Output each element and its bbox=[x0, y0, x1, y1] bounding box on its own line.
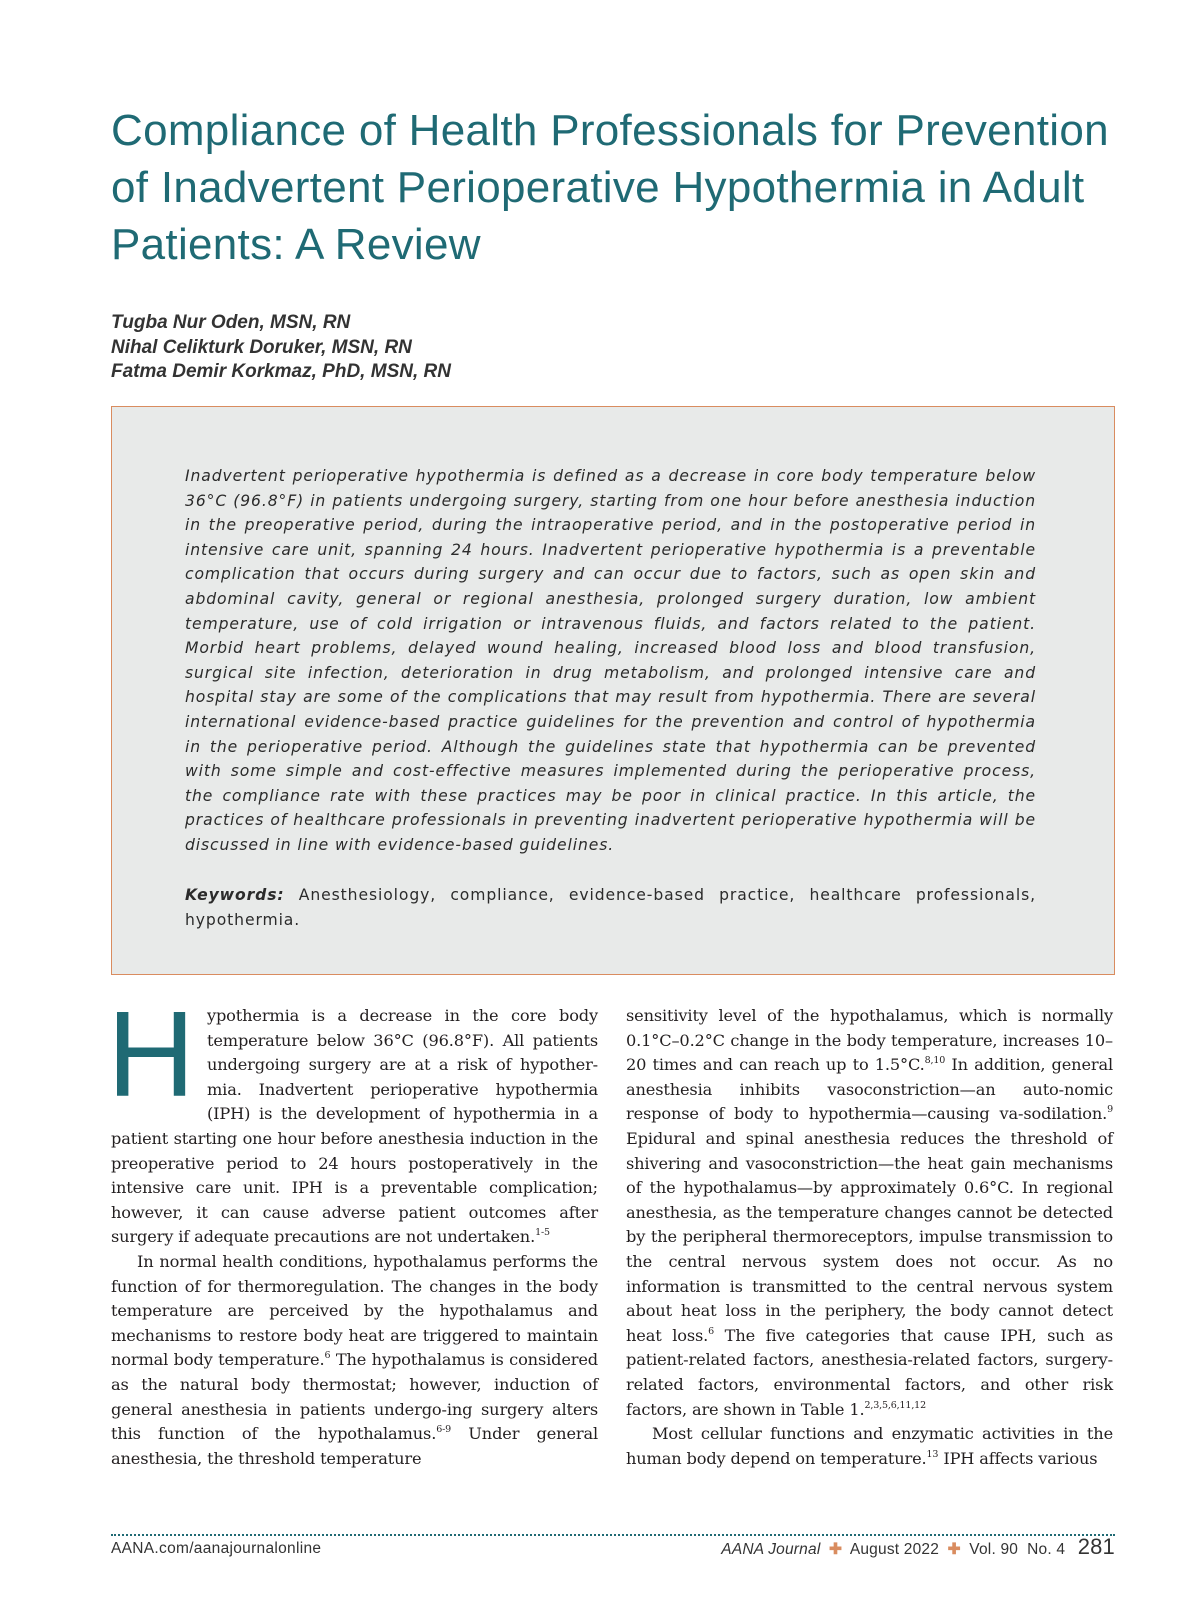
body-paragraph: Hypothermia is a decrease in the core body temperature below 36°C (96.8°F). All patients undergoing surgery are at a risk of hypother-mia. Inadvertent perioperative hypothermia (IPH) is the development of hypothermia in a patient starting one hour before anesthesia induction in the preoperative period to 24 hours postoperatively in the intensive care unit. IPH is a preventable complication; however, it can cause adverse patient outcomes after surgery if adequate precautions are not undertaken.$^{1-5}$ bbox=[107, 986, 598, 1247]
keywords-list: Anesthesiology, compliance, evidence-based practice, healthcare professionals, hypothermia. bbox=[185, 886, 1036, 929]
body-column-left bbox=[107, 986, 599, 1471]
citation-ref: 2,3,5,6,11,12 bbox=[864, 1399, 926, 1411]
abstract-text: Inadvertent perioperative hypothermia is defined as a decrease in core body temperature below 36°C (96.8°F) in patients undergoing surgery, starting from one hour before anesthesia induction in the preoperative period, during the intraoperative period, and in the postoperative period in intensive care unit, spanning 24 hours. Inadvertent perioperative hypothermia is a preventable complication that occurs during surgery and can occur due to factors, such as open skin and abdominal cavity, general or regional anesthesia, prolonged surgery duration, low ambient temperature, use of cold irrigation or intravenous fluids, and factors related to the patient. Morbid heart problems, delayed wound healing, increased blood loss and blood transfusion, surgical site infection, deterioration in drug metabolism, and prolonged intensive care and hospital stay are some of the complications that may result from hypothermia. There are several international evidence-based practice guidelines for the prevention and control of hypothermia in the perioperative period. Although the guidelines state that hypothermia can be prevented with some simple and cost-effective measures implemented during the perioperative process, the compliance rate with these practices may be poor in clinical practice. In this article, the practices of healthcare professionals in preventing inadvertent perioperative hypothermia will be discussed in line with evidence-based guidelines. bbox=[185, 467, 1036, 854]
body-paragraph: In normal health conditions, hypothalamus performs the function of for thermoregulation. The changes in the body temperature are perceived by the hypothalamus and mechanisms to restore body heat are triggered to maintain normal body temperature.$^6$ The hypothalamus is considered as the natural body thermostat; however, induction of general anesthesia in patients undergo-ing surgery alters this function of the hypothalamus.$^{6-9}$ Under general anesthesia, the threshold temperature bbox=[111, 1251, 599, 1468]
citation-ref: 8,10 bbox=[924, 1055, 946, 1067]
journal-name: AANA Journal bbox=[721, 1541, 821, 1558]
abstract-box bbox=[111, 406, 1115, 975]
citation-ref: 6-9 bbox=[436, 1424, 452, 1436]
keywords bbox=[185, 883, 1036, 932]
author-list bbox=[111, 311, 451, 385]
footer-citation bbox=[721, 1534, 1115, 1560]
page-number: 281 bbox=[1077, 1534, 1115, 1559]
article-title: Compliance of Health Professionals for Prevention of Inadvertent Perioperative Hypothermia in Adult Patients: A Review bbox=[111, 106, 1109, 269]
citation-ref: 6 bbox=[324, 1350, 331, 1362]
journal-url-link[interactable]: AANA.com/aanajournalonline bbox=[111, 1540, 322, 1557]
volume-issue: Vol. 90 No. 4 bbox=[969, 1541, 1066, 1558]
plus-separator-icon: ✚ bbox=[947, 1541, 961, 1558]
body-paragraph: sensitivity level of the hypothalamus, which is normally 0.1°C–0.2°C change in the body temperature, increases 10–20 times and can reach up to 1.5°C.$^{8,10}$ In addition, general anesthesia inhibits vasoconstriction—an auto-nomic response of body to hypothermia—causing va-sodilation.$^9$ Epidural and spinal anesthesia reduces the threshold of shivering and vasoconstriction—the heat gain mechanisms of the hypothalamus—by approximately 0.6°C. In regional anesthesia, as the temperature changes cannot be detected by the peripheral thermoreceptors, impulse transmission to the central nervous system does not occur. As no information is transmitted to the central nervous system about heat loss in the periphery, the body cannot detect heat loss.$^6$ The five categories that cause IPH, such as patient-related factors, anesthesia-related factors, surgery-related factors, environmental factors, and other risk factors, are shown in Table 1.$^{2,3,5,6,11,12}$ bbox=[626, 1006, 1114, 1419]
author-name: Tugba Nur Oden, MSN, RN bbox=[111, 312, 351, 333]
author-name: Nihal Celikturk Doruker, MSN, RN bbox=[111, 336, 412, 358]
body-column-right bbox=[626, 1004, 1113, 1471]
citation-ref: 6 bbox=[708, 1325, 715, 1337]
keywords-label: Keywords: bbox=[185, 886, 285, 904]
issue-date: August 2022 bbox=[849, 1541, 940, 1558]
drop-cap: H bbox=[107, 986, 195, 1122]
citation-ref: 1-5 bbox=[535, 1227, 550, 1239]
plus-separator-icon: ✚ bbox=[828, 1541, 843, 1558]
author-name: Fatma Demir Korkmaz, PhD, MSN, RN bbox=[111, 361, 451, 382]
citation-ref: 9 bbox=[1107, 1104, 1113, 1116]
citation-ref: 13 bbox=[926, 1448, 939, 1460]
body-paragraph: Most cellular functions and enzymatic activities in the human body depend on temperature.$^{13}$ IPH affects various bbox=[626, 1424, 1113, 1468]
